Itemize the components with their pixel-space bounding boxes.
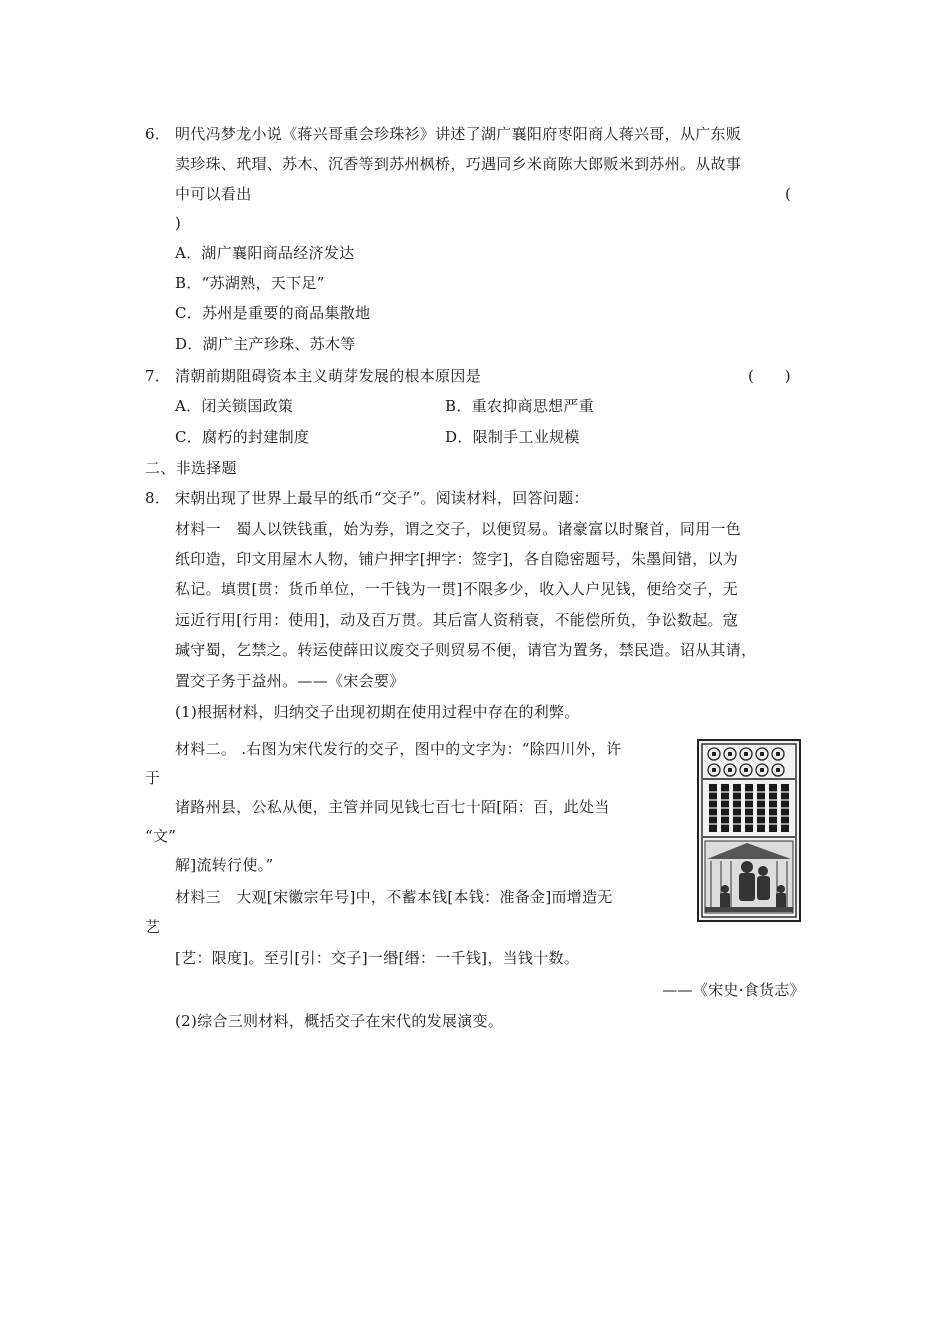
jiaozi-banknote-image <box>697 739 801 922</box>
q6-number: 6． <box>145 125 171 143</box>
q8-stem-text: 宋朝出现了世界上最早的纸币“交子”。阅读材料，回答问题： <box>175 489 589 507</box>
q8-stem <box>145 488 589 508</box>
q7-option-b[interactable]: B．重农抑商思想严重 <box>445 397 595 415</box>
q7-option-d[interactable]: D．限制手工业规模 <box>445 428 580 446</box>
q8-material1-line1: 材料一 蜀人以铁钱重，始为券，谓之交子，以便贸易。诸豪富以时聚首，同用一色 <box>175 520 742 538</box>
q8-material2-line3: 诸路州县，公私从便，主管并同见钱七百七十陌[陌：百，此处当 <box>175 798 610 816</box>
q8-subquestion1: (1)根据材料，归纳交子出现初期在使用过程中存在的利弊。 <box>175 703 580 721</box>
q6-option-b[interactable]: B．“苏湖熟，天下足” <box>175 274 325 292</box>
q8-material1-line4: 远近行用[行用：使用]，动及百万贯。其后富人资稍衰，不能偿所负，争讼数起。寇 <box>175 611 739 629</box>
q8-material1-line5: 瑊守蜀，乞禁之。转运使薛田议废交子则贸易不便，请官为置务，禁民造。诏从其请， <box>175 641 757 659</box>
q8-material3-line2: 艺 <box>145 918 161 936</box>
q6-stem-line2: 卖珍珠、玳瑁、苏木、沉香等到苏州枫桥，巧遇同乡米商陈大郎贩米到苏州。从故事 <box>175 155 742 173</box>
q8-material3-line3: [艺：限度]。至引[引：交子]一缗[缗：一千钱]，当钱十数。 <box>175 949 580 967</box>
q6-option-d[interactable]: D．湖广主产珍珠、苏木等 <box>175 335 356 353</box>
q7-option-a[interactable]: A．闭关锁国政策 <box>175 397 294 415</box>
q8-material3-source: ——《宋史·食货志》 <box>662 981 805 999</box>
section-title: 二、非选择题 <box>145 459 237 477</box>
q8-subquestion2: (2)综合三则材料，概括交子在宋代的发展演变。 <box>175 1012 504 1030</box>
q8-material1-line2: 纸印造，印文用屋木人物，铺户押字[押字：签字]，各自隐密题号，朱墨间错，以为 <box>175 550 739 568</box>
q8-material1-line3: 私记。填贯[贯：货币单位，一千钱为一贯]不限多少，收入人户见钱，便给交子，无 <box>175 580 739 598</box>
q7-option-c[interactable]: C．腐朽的封建制度 <box>175 428 310 446</box>
q8-number: 8． <box>145 489 171 507</box>
q8-material2-line4: “文” <box>145 827 177 845</box>
q6-stem-text: 明代冯梦龙小说《蒋兴哥重会珍珠衫》讲述了湖广襄阳府枣阳商人蒋兴哥，从广东贩 <box>175 125 742 143</box>
q6-stem-line1 <box>145 124 741 144</box>
q8-material2-line2: 于 <box>145 769 161 787</box>
q6-stem-line3: 中可以看出 <box>175 185 252 203</box>
q8-material1-line6: 置交子务于益州。——《宋会要》 <box>175 672 405 690</box>
q6-paren-open: ( <box>785 185 792 203</box>
q6-option-a[interactable]: A．湖广襄阳商品经济发达 <box>175 244 355 262</box>
q7-stem-text: 清朝前期阻碍资本主义萌芽发展的根本原因是 <box>175 367 482 385</box>
q7-number: 7． <box>145 367 171 385</box>
q7-stem <box>145 366 481 386</box>
q8-material2-line5: 解]流转行使。” <box>175 856 274 874</box>
q7-paren: ( ) <box>748 367 791 385</box>
q6-paren-close: ) <box>175 214 182 232</box>
q8-material2-line1: 材料二。 .右图为宋代发行的交子，图中的文字为：“除四川外，许 <box>175 740 622 758</box>
q8-material3-line1: 材料三 大观[宋徽宗年号]中，不蓄本钱[本钱：准备金]而增造无 <box>175 888 613 906</box>
q6-option-c[interactable]: C．苏州是重要的商品集散地 <box>175 304 371 322</box>
